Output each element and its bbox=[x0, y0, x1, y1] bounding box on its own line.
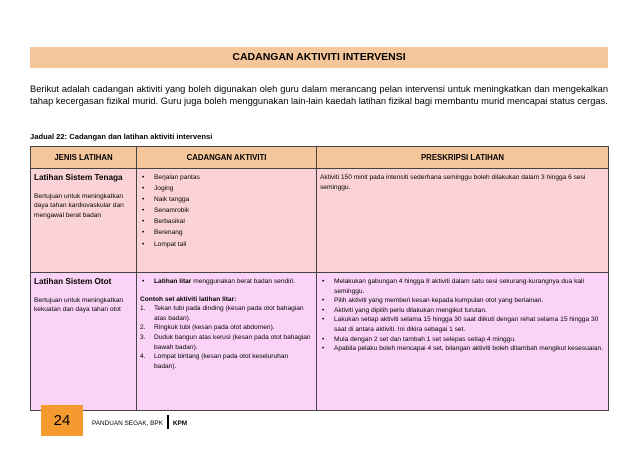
list-number: 2. bbox=[140, 324, 146, 332]
list-item: • Senamrobik bbox=[140, 206, 312, 216]
training-type-cell bbox=[31, 273, 137, 411]
footer-title: PANDUAN SEGAK, BPK bbox=[92, 419, 163, 427]
list-item: • Joging bbox=[140, 184, 312, 194]
list-item: • Lakukan setiap aktiviti selama 15 hingga 30 saat diikuti dengan rehat selama 15 hingga 30 saat di antara aktiviti. Ini dikira sebagai 1 set. bbox=[320, 315, 604, 334]
examples-list bbox=[140, 304, 312, 371]
list-item bbox=[140, 333, 312, 352]
list-item: • Mula dengan 2 set dan tambah 1 set selepas setiap 4 minggu. bbox=[320, 335, 604, 345]
list-item bbox=[140, 277, 312, 287]
example-text: Tekan tubi pada dinding (kesan pada otot bahagian atas badan). bbox=[154, 305, 304, 322]
examples-title: Contoh set aktiviti latihan litar: bbox=[140, 295, 237, 303]
example-text: Ringkuk tubi (kesan pada otot abdomen). bbox=[154, 324, 275, 332]
example-text: Duduk bangun atas kerusi (kesan pada otot bahagian bawah badan). bbox=[154, 333, 311, 351]
footer-org: KPM bbox=[172, 419, 188, 427]
list-item: • Apabila pelaku boleh mencapai 4 set, bilangan aktiviti boleh ditambah mengikut kesesuaian. bbox=[320, 344, 604, 354]
table-row bbox=[31, 169, 609, 273]
section-title: CADANGAN AKTIVITI INTERVENSI bbox=[30, 47, 608, 68]
table-caption: Jadual 22: Cadangan dan latihan aktiviti intervensi bbox=[30, 132, 213, 141]
list-item: • Berjalan pantas bbox=[140, 173, 312, 183]
training-type-title: Latihan Sistem Tenaga bbox=[34, 173, 123, 182]
training-type-cell bbox=[31, 169, 137, 273]
header-jenis-latihan: JENIS LATIHAN bbox=[31, 147, 137, 169]
table-row bbox=[31, 273, 609, 411]
footer-divider bbox=[167, 415, 169, 429]
list-item: • Lompat tali bbox=[140, 240, 312, 250]
litar-text: menggunakan berat badan sendiri. bbox=[191, 278, 296, 285]
activity-list bbox=[140, 173, 312, 249]
activities-cell bbox=[137, 273, 317, 411]
page-number-badge: 24 bbox=[41, 405, 83, 436]
list-number: 4. bbox=[140, 353, 146, 361]
header-preskripsi-latihan: PRESKRIPSI LATIHAN bbox=[317, 147, 609, 169]
list-item: • Naik tangga bbox=[140, 195, 312, 205]
prescription-cell bbox=[317, 169, 609, 273]
list-item: • Berbasikal bbox=[140, 217, 312, 227]
activity-list bbox=[140, 277, 312, 287]
training-type-description: Bertujuan untuk meningkatkan daya tahan kardiovaskular dan mengawal berat badan bbox=[34, 192, 124, 219]
list-item bbox=[140, 352, 312, 371]
prescription-text: Aktiviti 150 minit pada intensiti sederhana seminggu boleh dilakukan dalam 3 hingga 6 sesi seminggu. bbox=[320, 174, 586, 191]
intro-paragraph: Berikut adalah cadangan aktiviti yang boleh digunakan oleh guru dalam merancang pelan intervensi untuk meningkatkan dan mengekalkan tahap kecergasan fizikal murid. Guru juga boleh menggunakan lain-lain kaedah latihan fizikal bagi membantu murid mencapai status cergas. bbox=[30, 84, 608, 107]
training-type-description: Bertujuan untuk meningkatkan kekuatan dan daya tahan otot bbox=[34, 296, 124, 314]
list-item: • Melakukan gabungan 4 hingga 8 aktiviti dalam satu sesi sekurang-kurangnya dua kali seminggu. bbox=[320, 277, 604, 296]
table-header-row bbox=[31, 147, 609, 169]
header-cadangan-aktiviti: CADANGAN AKTIVITI bbox=[137, 147, 317, 169]
list-item bbox=[140, 323, 312, 333]
prescription-list bbox=[320, 277, 604, 354]
prescription-cell bbox=[317, 273, 609, 411]
list-number: 3. bbox=[140, 333, 146, 341]
litar-label: Latihan litar bbox=[154, 278, 192, 285]
training-type-title: Latihan Sistem Otot bbox=[34, 277, 112, 286]
list-item: • Pilih aktiviti yang memberi kesan kepada kumpulan otot yang berlainan. bbox=[320, 296, 604, 306]
list-number: 1. bbox=[140, 305, 146, 313]
footer bbox=[92, 416, 187, 430]
example-text: Lompat bintang (kesan pada otot keseluruhan badan). bbox=[154, 353, 289, 370]
list-item: • Berenang bbox=[140, 228, 312, 238]
intervention-table bbox=[30, 146, 609, 411]
list-item: • Aktiviti yang dipilih perlu dilakukan mengikut turutan. bbox=[320, 306, 604, 316]
activities-cell bbox=[137, 169, 317, 273]
list-item bbox=[140, 304, 312, 323]
